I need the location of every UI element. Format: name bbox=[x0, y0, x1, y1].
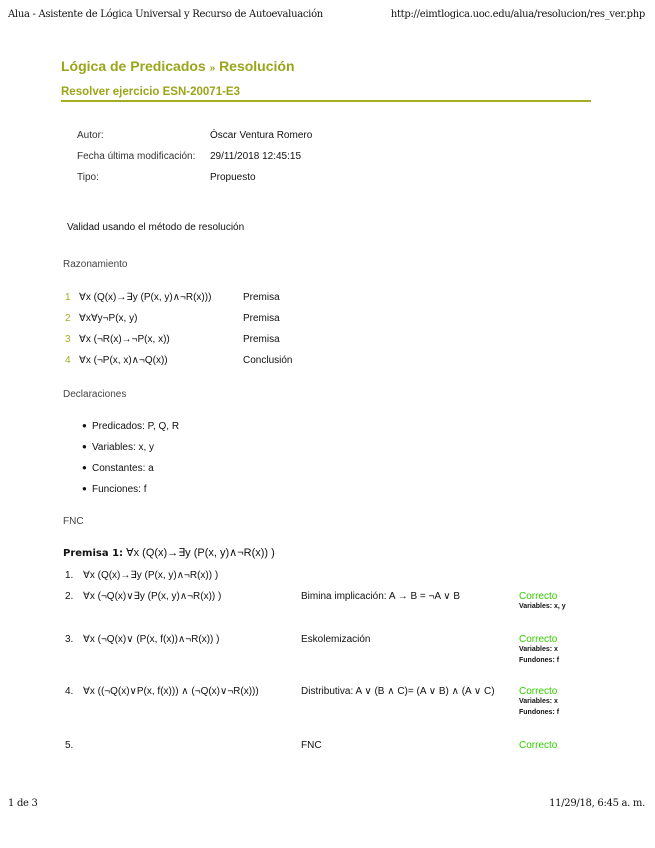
formula: ∀x (¬P(x, x)∧¬Q(x)) bbox=[79, 355, 168, 366]
step-note: Fundones: f bbox=[519, 657, 560, 664]
step-status: Correcto bbox=[519, 591, 558, 602]
bullet-icon: ● bbox=[82, 484, 87, 493]
step-status: Correcto bbox=[519, 686, 558, 697]
step-status: Correcto bbox=[519, 740, 558, 751]
print-header-title: Alua - Asistente de Lógica Universal y Recurso de Autoevaluación bbox=[8, 9, 323, 20]
meta-label: Fecha última modificación: bbox=[77, 151, 196, 162]
meta-label: Tipo: bbox=[77, 172, 99, 183]
step-number: 3. bbox=[65, 634, 74, 645]
step-note: Variables: x bbox=[519, 646, 558, 653]
step-formula: ∀x (Q(x)→∃y (P(x, y)∧¬R(x)) ) bbox=[83, 570, 219, 581]
formula-type: Premisa bbox=[243, 292, 280, 303]
formula-type: Conclusión bbox=[243, 355, 293, 366]
breadcrumb-page: Resolución bbox=[219, 58, 295, 74]
line-number: 2 bbox=[65, 313, 71, 324]
line-number: 4 bbox=[65, 355, 71, 366]
declaration-item: Predicados: P, Q, R bbox=[92, 421, 180, 432]
line-number: 3 bbox=[65, 334, 71, 345]
step-note: Fundones: f bbox=[519, 709, 560, 716]
section-title-razonamiento: Razonamiento bbox=[63, 259, 128, 270]
step-formula: ∀x (¬Q(x)∨∃y (P(x, y)∧¬R(x)) ) bbox=[83, 591, 222, 602]
print-header-url: http://eimtlogica.uoc.edu/alua/resolucion/res_ver.php bbox=[390, 9, 645, 20]
step-number: 1. bbox=[65, 570, 74, 581]
premise-label: Premisa 1: bbox=[63, 548, 124, 559]
page-subtitle: Resolver ejercicio ESN-20071-E3 bbox=[61, 86, 240, 98]
divider bbox=[61, 100, 591, 102]
step-status: Correcto bbox=[519, 634, 558, 645]
step-rule: Eskolemización bbox=[301, 634, 371, 645]
declaration-item: Constantes: a bbox=[92, 463, 154, 474]
formula: ∀x (¬R(x)→¬P(x, x)) bbox=[79, 334, 170, 345]
premise-formula: ∀x (Q(x)→∃y (P(x, y)∧¬R(x)) ) bbox=[126, 547, 275, 559]
step-formula: ∀x ((¬Q(x)∨P(x, f(x))) ∧ (¬Q(x)∨¬R(x))) bbox=[83, 686, 259, 697]
meta-value: Propuesto bbox=[210, 172, 256, 183]
print-footer-datetime: 11/29/18, 6:45 a. m. bbox=[549, 798, 645, 809]
step-number: 5. bbox=[65, 740, 74, 751]
bullet-icon: ● bbox=[82, 421, 87, 430]
declaration-item: Funciones: f bbox=[92, 484, 147, 495]
section-title-fnc: FNC bbox=[63, 516, 84, 527]
print-footer-page: 1 de 3 bbox=[8, 798, 38, 809]
step-rule: Distributiva: A ∨ (B ∧ C)= (A ∨ B) ∧ (A ∨ C) bbox=[301, 686, 495, 697]
declaration-item: Variables: x, y bbox=[92, 442, 155, 453]
breadcrumb-separator: » bbox=[209, 63, 216, 74]
bullet-icon: ● bbox=[82, 442, 87, 451]
step-rule: FNC bbox=[301, 740, 322, 751]
step-note: Variables: x, y bbox=[519, 603, 566, 610]
formula-type: Premisa bbox=[243, 313, 280, 324]
formula-type: Premisa bbox=[243, 334, 280, 345]
meta-value: 29/11/2018 12:45:15 bbox=[210, 151, 302, 162]
breadcrumb bbox=[61, 58, 295, 74]
formula: ∀x (Q(x)→∃y (P(x, y)∧¬R(x))) bbox=[79, 292, 212, 303]
step-number: 2. bbox=[65, 591, 74, 602]
breadcrumb-section[interactable]: Lógica de Predicados bbox=[61, 58, 206, 74]
step-note: Variables: x bbox=[519, 698, 558, 705]
meta-label: Autor: bbox=[77, 130, 104, 141]
description: Validad usando el método de resolución bbox=[67, 222, 245, 233]
premise-heading bbox=[63, 546, 275, 559]
step-formula: ∀x (¬Q(x)∨ (P(x, f(x))∧¬R(x)) ) bbox=[83, 634, 220, 645]
formula: ∀x∀y¬P(x, y) bbox=[79, 313, 138, 324]
meta-value: Óscar Ventura Romero bbox=[210, 130, 313, 141]
section-title-declaraciones: Declaraciones bbox=[63, 389, 127, 400]
step-number: 4. bbox=[65, 686, 74, 697]
bullet-icon: ● bbox=[82, 463, 87, 472]
step-rule: Bimina implicación: A → B = ¬A ∨ B bbox=[301, 591, 461, 602]
line-number: 1 bbox=[65, 292, 71, 303]
